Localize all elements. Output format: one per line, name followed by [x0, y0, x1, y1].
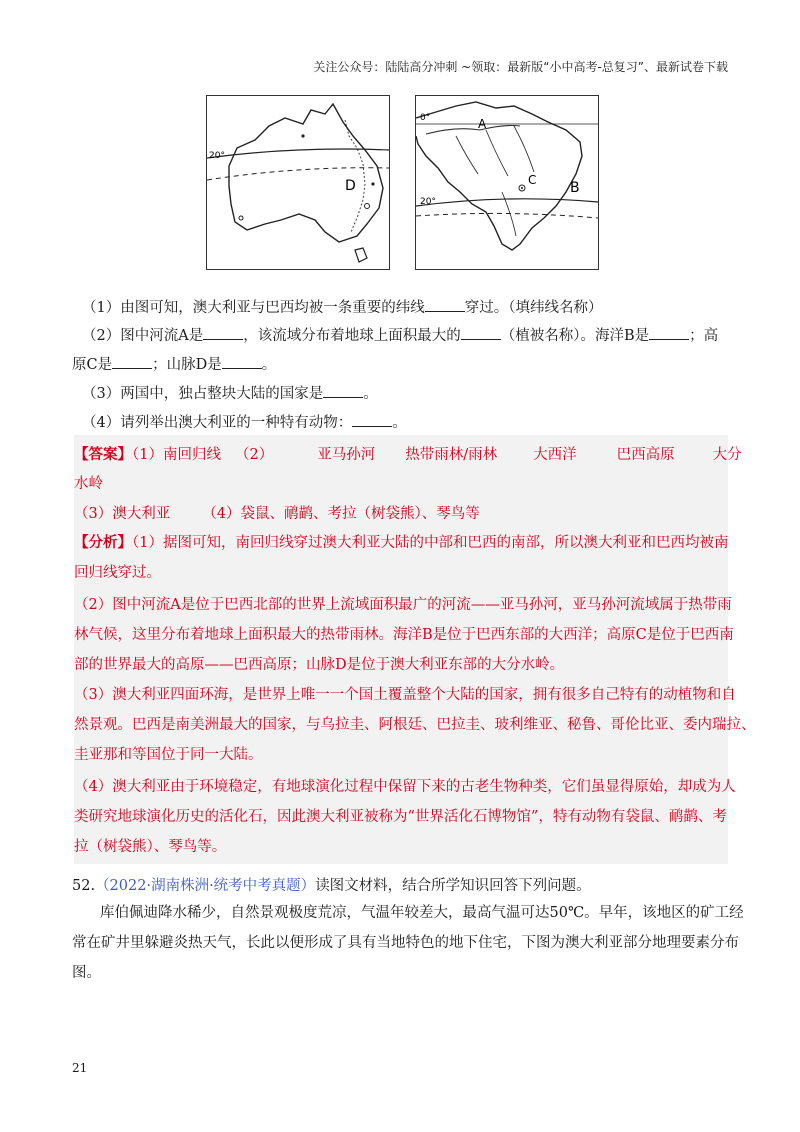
- brazil-map-drawing: [416, 96, 598, 269]
- analysis-line-1: 【分析】（1）据图可知，南回归线穿过澳大利亚大陆的中部和巴西的南部，所以澳大利亚和巴西均被南: [74, 534, 729, 551]
- brazil-map: [415, 95, 599, 270]
- answer-blank: [203, 327, 243, 340]
- answer-panel: [74, 435, 728, 864]
- analysis-line: 林气候，这里分布着地球上面积最大的热带雨林。海洋B是位于巴西东部的大西洋；高原C是位于巴西南: [74, 627, 734, 643]
- page-number: 21: [72, 1061, 88, 1075]
- material-line: 常在矿井里躲避炎热天气，长此以便形成了具有当地特色的地下住宅，下图为澳大利亚部分地理要素分布: [72, 935, 739, 951]
- analysis-line: 类研究地球演化历史的活化石，因此澳大利亚被称为“世界活化石博物馆”，特有动物有袋鼠、鸸鹋、考: [74, 809, 727, 825]
- tropic-label-right: 20°: [420, 197, 436, 207]
- answer-line-3: （3）澳大利亚 （4）袋鼠、鸸鹋、考拉（树袋熊）、琴鸟等: [74, 506, 480, 522]
- analysis-line: 回归线穿过。: [74, 565, 161, 581]
- question-source: （2022·湖南株洲·统考中考真题）: [95, 878, 316, 894]
- river-a-label: A: [478, 117, 487, 131]
- answer-blank: [222, 356, 262, 369]
- analysis-line: 拉（树袋熊）、琴鸟等。: [74, 839, 227, 855]
- analysis-line: 然景观。巴西是南美洲最大的国家，与乌拉圭、阿根廷、巴拉圭、玻利维亚、秘鲁、哥伦比亚、委内瑞拉、: [74, 717, 756, 733]
- question-52: 52.（2022·湖南株洲·统考中考真题）读图文材料，结合所学知识回答下列问题。: [72, 878, 591, 894]
- answer-blank: [649, 327, 689, 340]
- analysis-line: （4）澳大利亚由于环境稳定，有地球演化过程中保留下来的古老生物种类，它们虽显得原始，却成为人: [74, 779, 736, 795]
- answer-line-1: 【答案】（1）南回归线 （2） 亚马孙河 热带雨林/雨林 大西洋 巴西高原 大分: [74, 446, 742, 463]
- analysis-line: （3）澳大利亚四面环海，是世界上唯一一个国土覆盖整个大陆的国家，拥有很多自己特有的动植物和自: [74, 687, 736, 703]
- question-2: （2）图中河流A是 ，该流域分布着地球上面积最大的 （植被名称）。海洋B是 ；高: [82, 328, 719, 344]
- question-4: （4）请列举出澳大利亚的一种特有动物： 。: [82, 415, 407, 431]
- answer-line-2: 水岭: [74, 476, 103, 492]
- question-1: （1）由图可知，澳大利亚与巴西均被一条重要的纬线 穿过。（填纬线名称）: [82, 300, 603, 316]
- material-line: 图。: [72, 965, 101, 981]
- mountain-d-label: D: [345, 178, 356, 194]
- tropic-label-left: 20°: [209, 151, 225, 161]
- australia-map-drawing: [207, 96, 389, 269]
- ocean-b-label: B: [570, 180, 580, 196]
- answer-blank: [112, 356, 152, 369]
- answer-blank: [425, 299, 465, 312]
- question-2-cont: 原C是 ；山脉D是 。: [72, 357, 277, 373]
- analysis-line: （2）图中河流A是位于巴西北部的世界上流域面积最广的河流——亚马孙河，亚马孙河流域属于热带雨: [74, 597, 732, 613]
- australia-map: [206, 95, 390, 270]
- material-line: 库伯佩迪降水稀少，自然景观极度荒凉，气温年较差大，最高气温可达50℃。早年，该地区的矿工经: [100, 905, 744, 921]
- analysis-line: 圭亚那和等国位于同一大陆。: [74, 747, 263, 763]
- plateau-c-label: C: [528, 173, 537, 187]
- question-3: （3）两国中，独占整块大陆的国家是 。: [82, 386, 378, 402]
- answer-blank: [352, 414, 392, 427]
- page-header: 关注公众号：陆陆高分冲刺 ~领取：最新版“小中高考-总复习”、最新试卷下载: [313, 60, 728, 74]
- answer-blank: [461, 327, 501, 340]
- analysis-line: 部的世界最大的高原——巴西高原；山脉D是位于澳大利亚东部的大分水岭。: [74, 657, 565, 673]
- answer-blank: [323, 385, 363, 398]
- equator-label: 0°: [420, 113, 431, 123]
